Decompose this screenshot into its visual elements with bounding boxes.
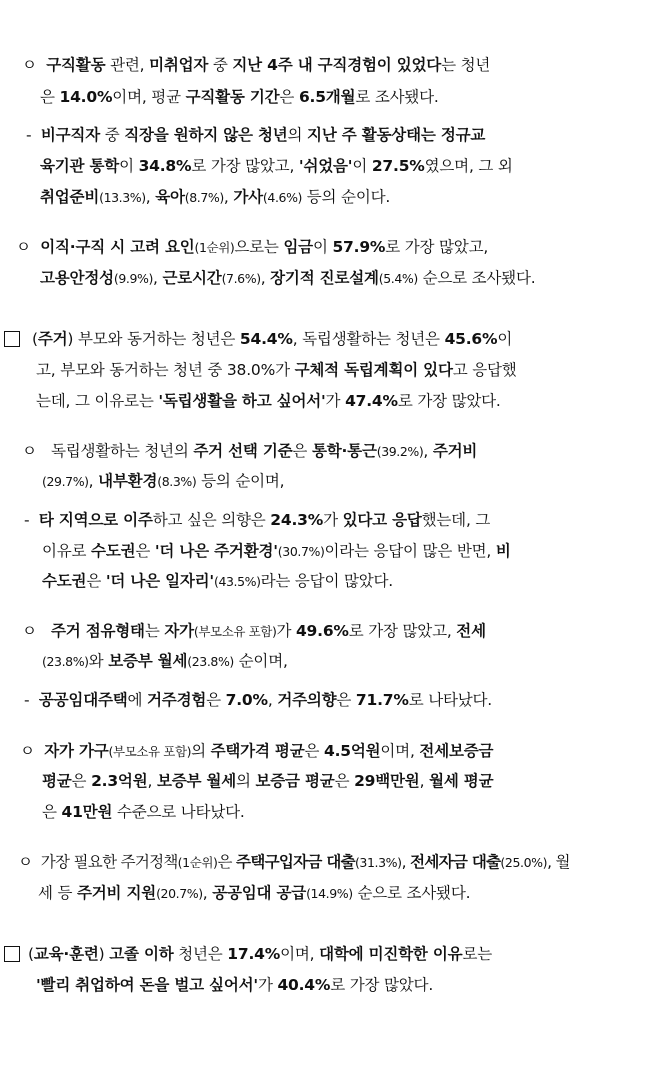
text: )	[98, 945, 110, 963]
text-small: (39.2%)	[376, 444, 424, 459]
text: 의	[287, 126, 308, 144]
circle-bullet-icon: ㅇ	[22, 56, 37, 74]
s2-p2-line1	[22, 440, 477, 463]
s1-p2-line1	[26, 124, 485, 146]
text-bold: 27.5%	[371, 157, 425, 175]
text: ,	[419, 772, 430, 790]
s1-p1-line2	[40, 86, 439, 108]
text-small: (25.0%)	[500, 855, 548, 870]
text: 로는	[462, 945, 492, 963]
text-small: (부모소유 포함)	[193, 624, 277, 639]
dash-bullet-icon: -	[24, 511, 30, 529]
text: 순이며,	[233, 652, 288, 670]
text-small: (20.7%)	[156, 886, 203, 901]
s2-p6-line1	[20, 740, 493, 763]
text-bold: 육기관 통학	[40, 157, 120, 175]
text-bold: 41만원	[61, 803, 113, 821]
text: 가	[276, 622, 296, 640]
text-bold: 6.5개월	[298, 88, 356, 106]
text: 이며,	[280, 945, 320, 963]
text: 이유로	[42, 542, 92, 560]
s1-p3-line2	[40, 267, 535, 290]
s2-p5-line1	[24, 689, 492, 711]
text: ,	[202, 884, 213, 902]
text-bold: 자가	[164, 622, 194, 640]
text-bold: 지난 주 활동상태는 정규교	[307, 126, 486, 144]
text: 라는 응답이 많았다.	[260, 572, 394, 590]
text: (	[28, 945, 34, 963]
text-bold: 17.4%	[227, 945, 281, 963]
text: 로 가장 많았고,	[191, 157, 299, 175]
text-bold: '빨리 취업하여 돈을 벌고 싶어서'	[36, 976, 258, 994]
s2-p1-line2	[36, 359, 517, 381]
text: 로 조사됐다.	[355, 88, 439, 106]
text: 순으로 조사됐다.	[417, 269, 536, 287]
text: ,	[401, 853, 411, 871]
text-bold: '독립생활을 하고 싶어서'	[158, 392, 326, 410]
dash-bullet-icon: -	[26, 126, 32, 144]
text-bold: 7.0%	[225, 691, 268, 709]
s1-p1-line1	[22, 54, 490, 76]
text: 중	[208, 56, 233, 74]
text-bold: 자가 가구	[44, 742, 109, 760]
text-small: (9.9%)	[113, 271, 153, 286]
text-bold: 임금	[283, 238, 313, 256]
text-bold: 주거비	[432, 442, 478, 460]
text-bold: 거주의향	[277, 691, 337, 709]
text-bold: 주거비 지원	[77, 884, 157, 902]
text-small: (4.6%)	[262, 190, 303, 205]
text-bold: 고졸 이하	[109, 945, 174, 963]
text: 은	[336, 691, 356, 709]
text-bold: 수도권	[42, 572, 87, 590]
text-bold: 29백만원	[354, 772, 420, 790]
text: ) 부모와 동거하는 청년은	[67, 330, 240, 348]
text-bold: 비구직자	[40, 126, 100, 144]
text: ,	[88, 472, 99, 490]
text: 은	[206, 691, 226, 709]
text: 가	[325, 392, 346, 410]
text-small: (7.6%)	[221, 271, 261, 286]
text-bold: 이직·구직 시 고려 요인	[40, 238, 195, 256]
text: 이며,	[380, 742, 420, 760]
s2-p6-line3	[42, 801, 245, 823]
text: 로 가장 많았다.	[397, 392, 501, 410]
text: 등의 순이다.	[302, 188, 391, 206]
s2-p7-line2	[38, 882, 470, 905]
text-small: (23.8%)	[42, 654, 89, 669]
text-bold: 24.3%	[270, 511, 324, 529]
text: ,	[423, 442, 433, 460]
text: 였으며, 그 외	[424, 157, 513, 175]
text: (	[32, 330, 38, 348]
text-small: (1순위)	[177, 855, 218, 870]
text: 이	[352, 157, 372, 175]
text-bold: 구직활동 기간	[185, 88, 280, 106]
text-bold: 45.6%	[444, 330, 498, 348]
text-bold: 있다고 응답	[342, 511, 422, 529]
text-bold: 거주경험	[147, 691, 207, 709]
text-bold: '더 나은 일자리'	[105, 572, 214, 590]
text-bold: 지난 4주 내 구직경험이 있었다	[232, 56, 442, 74]
text-bold: 육아	[155, 188, 185, 206]
text: 는	[144, 622, 165, 640]
text-bold: 전세보증금	[419, 742, 494, 760]
text-small: (8.7%)	[184, 190, 224, 205]
text-bold: 근로시간	[162, 269, 222, 287]
text-bold: 공공임대주택	[38, 691, 128, 709]
text-bold: 대학에 미진학한 이유	[319, 945, 463, 963]
text-bold: 고용안정성	[40, 269, 114, 287]
text-bold: 장기적 진로설계	[270, 269, 379, 287]
text: 은	[334, 772, 355, 790]
text-bold: 취업준비	[40, 188, 100, 206]
s3-p1-line2	[36, 974, 433, 996]
text-small: (30.7%)	[277, 544, 325, 559]
text: 는데, 그 이유로는	[36, 392, 159, 410]
text: ,	[145, 188, 156, 206]
text: 은	[279, 88, 299, 106]
text: 는 청년	[441, 56, 491, 74]
text: 세 등	[38, 884, 78, 902]
text-small: (29.7%)	[42, 474, 89, 489]
s2-p3-line1	[24, 509, 490, 531]
circle-bullet-icon: ㅇ	[22, 622, 37, 640]
text-bold: 직장을 원하지 않은 청년	[124, 126, 288, 144]
text-bold: 보증금 평균	[255, 772, 335, 790]
text: 와	[88, 652, 109, 670]
text: 고, 부모와 동거하는 청년 중 38.0%가	[36, 361, 295, 379]
text-small: (1순위)	[194, 240, 235, 255]
text-bold: 주거	[37, 330, 68, 348]
text-bold: 통학·통근	[311, 442, 377, 460]
text-bold: 보증부 월세	[156, 772, 236, 790]
text-bold: 14.0%	[59, 88, 113, 106]
text-bold: 구직활동	[46, 56, 106, 74]
text-small: (14.9%)	[306, 886, 353, 901]
text-bold: 4.5억원	[324, 742, 381, 760]
text-bold: 가사	[233, 188, 263, 206]
text: 은	[292, 442, 312, 460]
text: 중	[99, 126, 125, 144]
s2-p3-line2	[42, 540, 511, 563]
s1-p3-line1	[16, 236, 488, 259]
text-bold: 평균	[42, 772, 72, 790]
text-bold: 공공임대 공급	[212, 884, 307, 902]
circle-bullet-icon: ㅇ	[18, 853, 33, 871]
text-bold: 57.9%	[332, 238, 386, 256]
text-small: (8.3%)	[157, 474, 197, 489]
text: ,	[147, 772, 157, 790]
text: 이	[312, 238, 333, 256]
text: 은	[86, 572, 106, 590]
s1-p2-line2	[40, 155, 513, 177]
text: 관련,	[105, 56, 150, 74]
text-bold: 교육·훈련	[33, 945, 99, 963]
s2-p6-line2	[42, 770, 493, 792]
text-bold: 내부환경	[98, 472, 158, 490]
text: 은	[42, 803, 62, 821]
text-bold: 수도권	[91, 542, 136, 560]
text-bold: 전세자금 대출	[410, 853, 501, 871]
text: 로 가장 많았고,	[385, 238, 489, 256]
text-bold: 주택가격 평균	[210, 742, 305, 760]
text-bold: 40.4%	[277, 976, 331, 994]
text-bold: 54.4%	[239, 330, 293, 348]
text: 청년은	[173, 945, 228, 963]
text: 의	[191, 742, 211, 760]
text: 은	[304, 742, 324, 760]
circle-bullet-icon: ㅇ	[16, 238, 31, 256]
text-bold: 월세 평균	[429, 772, 494, 790]
section-square-icon	[4, 946, 20, 962]
text-small: (부모소유 포함)	[108, 744, 192, 759]
text: 에	[127, 691, 148, 709]
text: 가	[323, 511, 343, 529]
text: ,	[223, 188, 234, 206]
circle-bullet-icon: ㅇ	[20, 742, 35, 760]
text: 이며, 평균	[112, 88, 186, 106]
text: 로 가장 많았다.	[330, 976, 434, 994]
text-bold: 47.4%	[345, 392, 398, 410]
text: 이	[497, 330, 513, 348]
text: 수준으로 나타났다.	[112, 803, 245, 821]
s2-p7-line1	[18, 851, 570, 874]
text-bold: 71.7%	[355, 691, 409, 709]
text: 순으로 조사됐다.	[352, 884, 471, 902]
text: ,	[260, 269, 271, 287]
text: 로 나타났다.	[408, 691, 493, 709]
text-bold: 주거 점유형태	[50, 622, 145, 640]
text: ,	[153, 269, 163, 287]
text: , 월	[547, 853, 570, 871]
text: 의	[236, 772, 256, 790]
text-small: (13.3%)	[99, 190, 146, 205]
text-bold: 주거 선택 기준	[193, 442, 293, 460]
text-small: (43.5%)	[213, 574, 261, 589]
text-bold: 구체적 독립계획이 있다	[294, 361, 453, 379]
text: 가장 필요한 주거정책	[40, 853, 178, 871]
text: 고 응답했	[452, 361, 517, 379]
text-bold: 전세	[456, 622, 486, 640]
text-small: (5.4%)	[378, 271, 418, 286]
s2-p3-line3	[42, 570, 393, 593]
text: 독립생활하는 청년의	[50, 442, 194, 460]
text-bold: 보증부 월세	[108, 652, 188, 670]
text-bold: '쉬었음'	[298, 157, 353, 175]
text-small: (23.8%)	[187, 654, 234, 669]
text: 은	[217, 853, 237, 871]
text: 은	[71, 772, 92, 790]
s2-p1-line1	[32, 328, 512, 350]
text-bold: 타 지역으로 이주	[38, 511, 153, 529]
s2-p2-line2	[42, 470, 284, 493]
text: 등의 순이며,	[196, 472, 285, 490]
s2-p1-line3	[36, 390, 501, 412]
text-bold: 34.8%	[138, 157, 192, 175]
text: 로 가장 많았고,	[348, 622, 457, 640]
text-small: (31.3%)	[354, 855, 402, 870]
text-bold: '더 나은 주거환경'	[154, 542, 278, 560]
text: 은	[40, 88, 60, 106]
text: 이라는 응답이 많은 반면,	[324, 542, 496, 560]
text: , 독립생활하는 청년은	[292, 330, 445, 348]
s1-p2-line3	[40, 186, 390, 209]
text-bold: 2.3억원	[91, 772, 148, 790]
text: 은	[135, 542, 155, 560]
circle-bullet-icon: ㅇ	[22, 442, 37, 460]
section-square-icon	[4, 331, 20, 347]
text: 하고 싶은 의향은	[152, 511, 271, 529]
text-bold: 49.6%	[295, 622, 349, 640]
text-bold: 미취업자	[149, 56, 209, 74]
s2-p4-line1	[22, 620, 486, 643]
text: 으로는	[234, 238, 284, 256]
text: 가	[257, 976, 278, 994]
s3-p1-line1	[28, 943, 492, 965]
dash-bullet-icon: -	[24, 691, 30, 709]
text: 이	[119, 157, 139, 175]
text: 했는데, 그	[421, 511, 491, 529]
text: ,	[267, 691, 278, 709]
s2-p4-line2	[42, 650, 288, 673]
text-bold: 주택구입자금 대출	[236, 853, 355, 871]
text-bold: 비	[495, 542, 511, 560]
